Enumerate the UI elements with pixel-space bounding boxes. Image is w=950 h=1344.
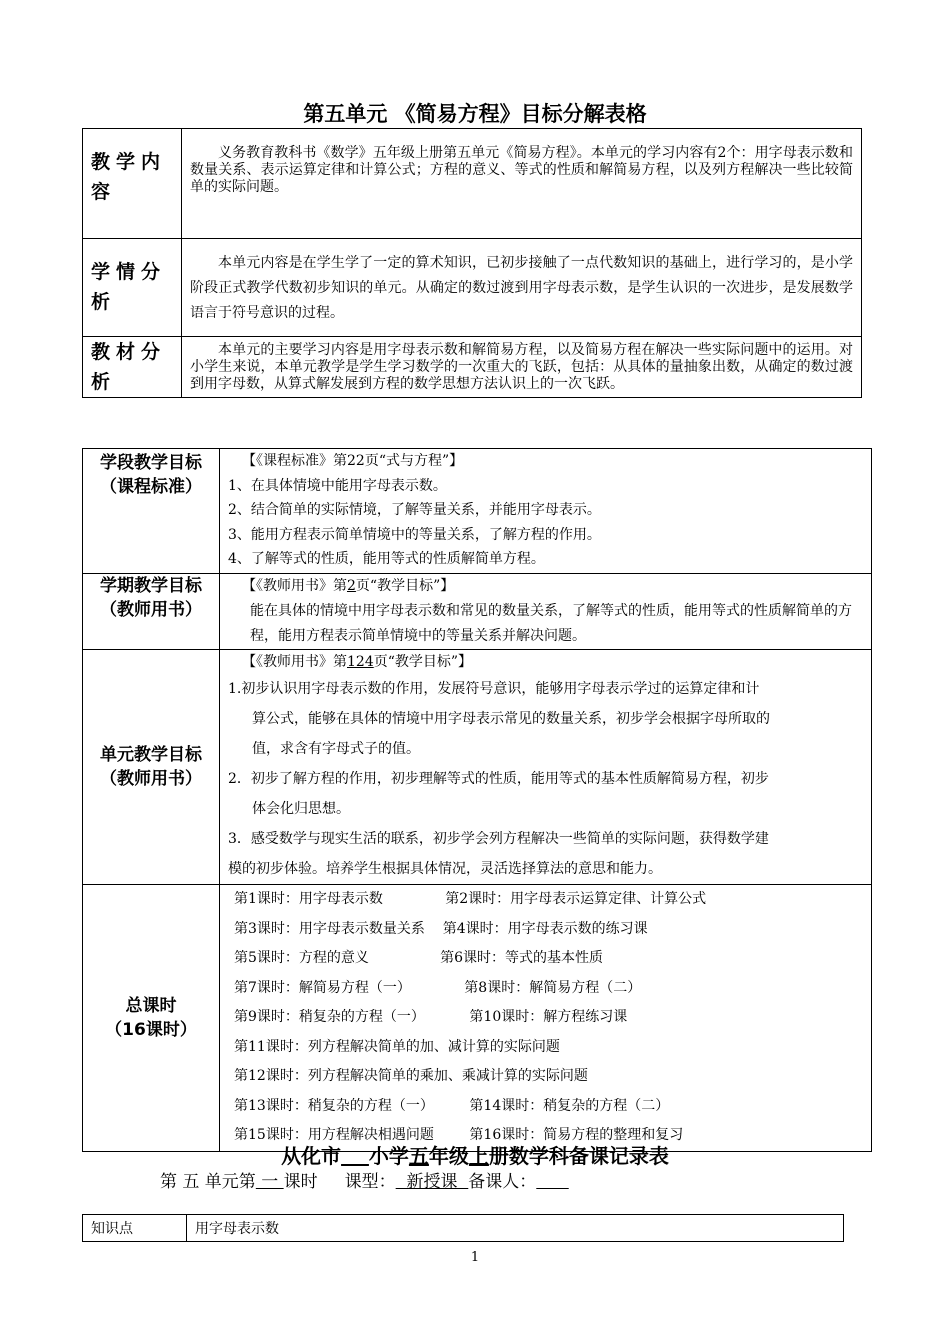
- stage-item: 1、在具体情境中能用字母表示数。: [228, 477, 447, 494]
- total-lessons-content: [220, 885, 872, 1152]
- term-label-sub: （教师用书）: [100, 600, 202, 620]
- unit-label-sub: （教师用书）: [100, 768, 202, 789]
- page-title: 第五单元 《简易方程》目标分解表格: [303, 102, 647, 126]
- lesson-line: 第7课时：解简易方程（一） 第8课时：解简易方程（二）: [234, 979, 642, 996]
- unit-item-1a: 1.初步认识用字母表示数的作用，发展符号意识，能够用字母表示学过的运算定律和计: [228, 681, 760, 697]
- unit-item-1c: 值，求含有字母式子的值。: [252, 741, 420, 757]
- stage-label-main: 学段教学目标: [100, 453, 202, 473]
- term-label-main: 学期教学目标: [100, 576, 202, 596]
- text-students: 本单元内容是在学生学了一定的算术知识，已初步接触了一点代数知识的基础上，进行学习的，是小学阶段正式教学代数初步知识的单元。从确定的数过渡到用字母表示数，是学生认识的一次进步，是发展数学语言于符号意识的过程。: [182, 239, 862, 337]
- label-term-goal: [83, 574, 220, 650]
- stage-label-sub: （课程标准）: [100, 477, 202, 497]
- label-unit-goal: [83, 649, 220, 885]
- record-heading: 从化市 小学五年级上册数学科备课记录表: [281, 1144, 669, 1168]
- lesson-line: 第1课时：用字母表示数 第2课时：用字母表示运算定律、计算公式: [234, 891, 707, 907]
- overview-table: [82, 128, 862, 398]
- record-subheading: 第 五 单元第 一 课时 课型： 新授课 备课人：: [160, 1172, 537, 1192]
- total-label-main: 总课时: [125, 995, 177, 1016]
- unit-ref: 【《教师用书》第124页“教学目标”】: [242, 653, 473, 670]
- lesson-line: 第3课时：用字母表示数量关系 第4课时：用字母表示数的练习课: [234, 920, 648, 937]
- stage-goal-content: [220, 449, 872, 574]
- stage-item: 4、了解等式的性质，能用等式的性质解简单方程。: [228, 551, 545, 567]
- unit-item-2b: 体会化归思想。: [252, 801, 350, 817]
- label-content: 教学内容: [83, 129, 182, 239]
- unit-item-1b: 算公式，能够在具体的情境中用字母表示常见的数量关系，初步学会根据字母所取的: [252, 711, 770, 727]
- knowledge-label: 知识点: [83, 1215, 187, 1242]
- goals-table: [82, 448, 872, 1152]
- knowledge-value: 用字母表示数: [187, 1215, 844, 1242]
- unit-label-main: 单元教学目标: [100, 744, 202, 765]
- unit-goal-content: [220, 649, 872, 885]
- term-goal-content: [220, 574, 872, 650]
- label-material: 教材分析: [83, 337, 182, 398]
- term-text: 能在具体的情境中用字母表示数和常见的数量关系，了解等式的性质，能用等式的性质解简单的方程，能用方程表示简单情境中的等量关系并解决问题。: [250, 602, 852, 644]
- stage-item: 2、结合简单的实际情境，了解等量关系，并能用字母表示。: [228, 502, 601, 518]
- lesson-line: 第15课时：用方程解决相遇问题 第16课时：简易方程的整理和复习: [234, 1127, 684, 1143]
- term-ref: 【《教师用书》第2页“教学目标”】: [242, 578, 455, 594]
- text-material: 本单元的主要学习内容是用字母表示数和解简易方程，以及简易方程在解决一些实际问题中的运用。对小学生来说，本单元教学是学生学习数学的一次重大的飞跃，包括：从具体的量抽象出数，从确定的数过渡到用字母数，从算式解发展到方程的数学思想方法认识上的一次飞跃。: [182, 337, 862, 398]
- lesson-line: 第12课时：列方程解决简单的乘加、乘减计算的实际问题: [234, 1068, 588, 1084]
- label-total-lessons: [83, 885, 220, 1152]
- unit-item-2a: 2．初步了解方程的作用，初步理解等式的性质，能用等式的基本性质解简易方程，初步: [228, 771, 769, 787]
- text-content: 义务教育教科书《数学》五年级上册第五单元《简易方程》。本单元的学习内容有2个：用字母表示数和数量关系、表示运算定律和计算公式；方程的意义、等式的性质和解简易方程，以及列方程解决一些比较简单的实际问题。: [182, 129, 862, 239]
- stage-ref: 【《课程标准》第22页“式与方程”】: [242, 453, 464, 469]
- lesson-line: 第9课时：稍复杂的方程（一） 第10课时：解方程练习课: [234, 1009, 628, 1025]
- total-label-sub: （16课时）: [105, 1019, 197, 1040]
- unit-item-3a: 3．感受数学与现实生活的联系，初步学会列方程解决一些简单的实际问题，获得数学建: [228, 831, 769, 847]
- stage-item: 3、能用方程表示简单情境中的等量关系，了解方程的作用。: [228, 526, 601, 543]
- lesson-line: 第11课时：列方程解决简单的加、减计算的实际问题: [234, 1038, 560, 1055]
- unit-item-3b: 模的初步体验。培养学生根据具体情况，灵活选择算法的意思和能力。: [228, 861, 662, 877]
- lesson-line: 第5课时：方程的意义 第6课时：等式的基本性质: [234, 950, 604, 966]
- label-stage-goal: [83, 449, 220, 574]
- page-number: 1: [470, 1250, 480, 1265]
- label-students: 学情分析: [83, 239, 182, 337]
- lesson-line: 第13课时：稍复杂的方程（一） 第14课时：稍复杂的方程（二）: [234, 1097, 670, 1114]
- record-table: [82, 1214, 844, 1242]
